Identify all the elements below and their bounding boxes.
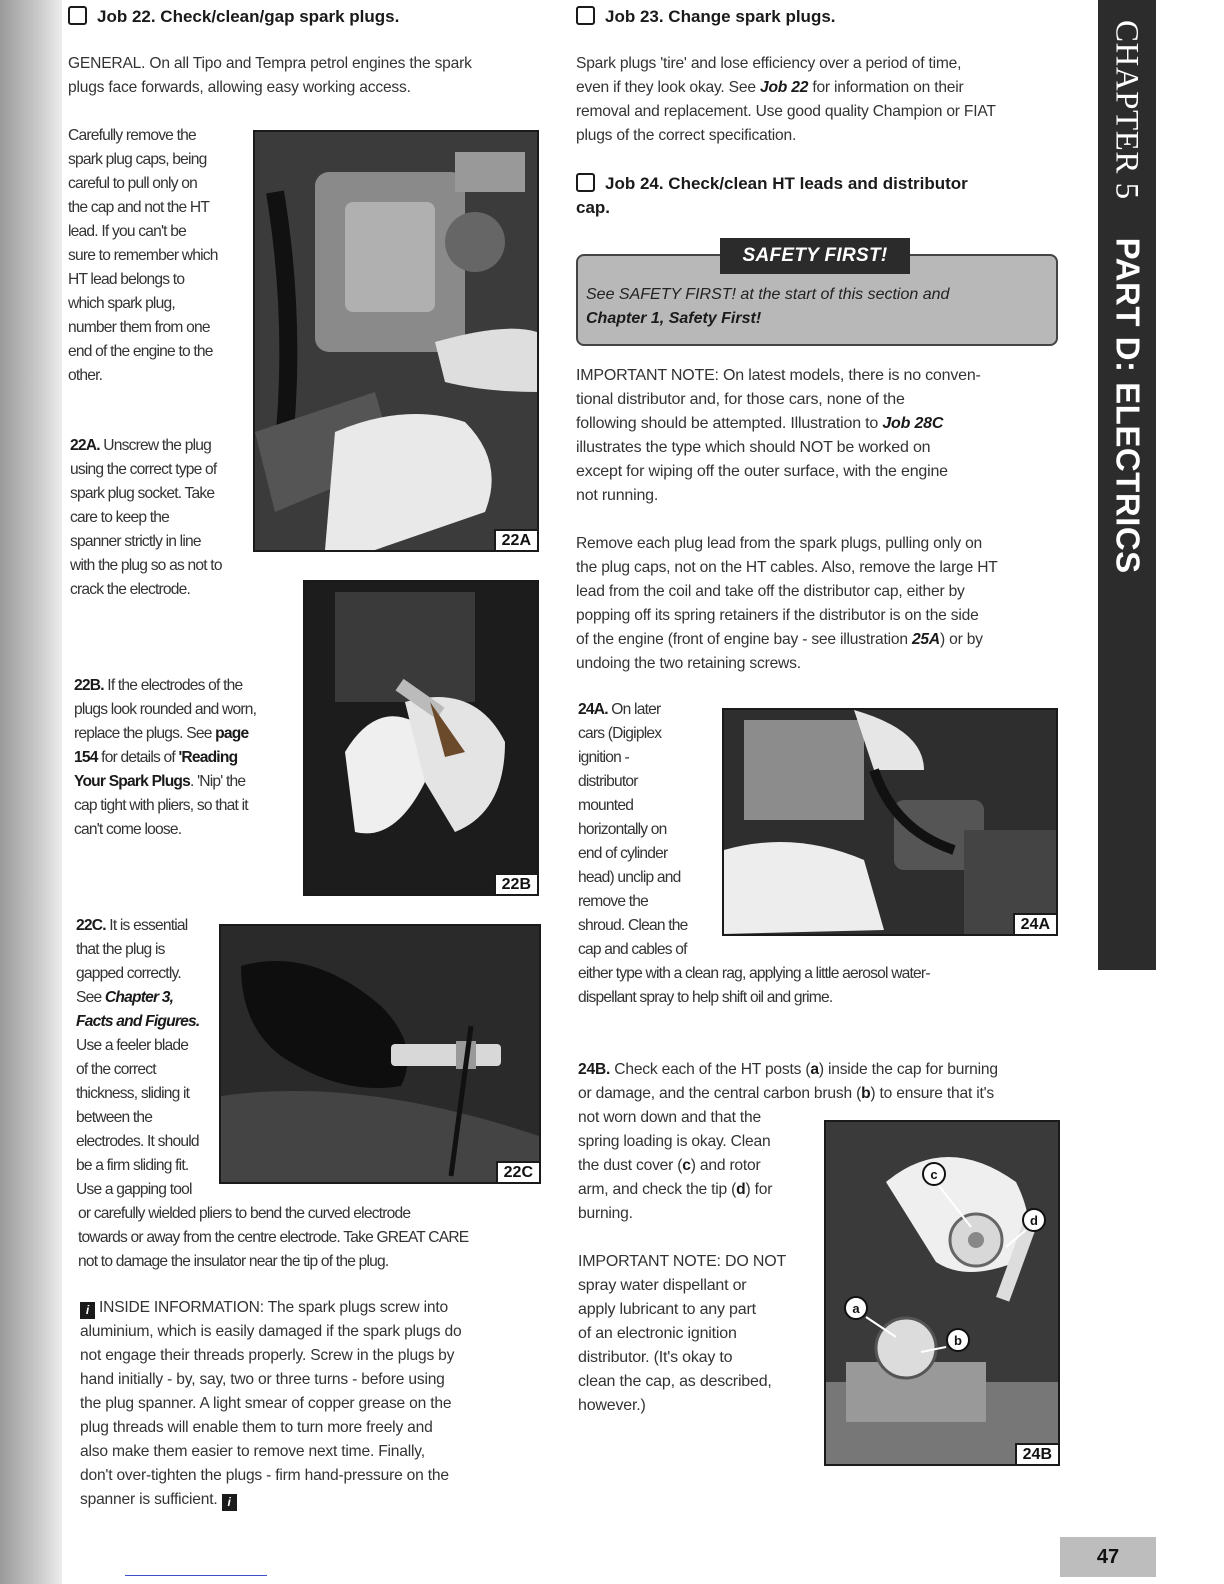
chapter-sidebar-text <box>1104 20 1151 574</box>
page-number: 47 <box>1060 1537 1156 1577</box>
text-line: arm, and check the tip (d) for <box>578 1181 773 1198</box>
job22a-text <box>70 434 270 602</box>
text-line: aluminium, which is easily damaged if the spark plugs do <box>80 1323 462 1340</box>
text-line: or damage, and the central carbon brush (b) to ensure that it's <box>578 1085 994 1102</box>
text-line: Use a gapping tool <box>76 1181 192 1198</box>
job23-heading: Job 23. Change spark plugs. <box>576 6 836 27</box>
text-line: spanner strictly in line <box>70 533 201 550</box>
checkbox-icon[interactable] <box>576 6 595 25</box>
inside-information <box>80 1296 550 1512</box>
job24-heading <box>576 172 1046 220</box>
text-line: cars (Digiplex <box>578 725 662 742</box>
checkbox-icon[interactable] <box>576 173 595 192</box>
text-line: ignition - <box>578 749 629 766</box>
text-line: towards or away from the centre electrode. Take GREAT CARE <box>78 1229 469 1246</box>
text-line: either type with a clean rag, applying a little aerosol water- <box>578 965 930 982</box>
text-line: 22A. Unscrew the plug <box>70 437 211 454</box>
text-line: not engage their threads properly. Screw in the plugs by <box>80 1347 455 1364</box>
text-line: clean the cap, as described, <box>578 1373 772 1390</box>
text-line: of the engine (front of engine bay - see illustration 25A) or by <box>576 631 983 648</box>
info-icon: i <box>80 1302 95 1319</box>
text-line: Carefully remove the <box>68 127 196 144</box>
job22b-text <box>74 674 302 842</box>
text-line: Facts and Figures. <box>76 1013 200 1030</box>
text-line: IMPORTANT NOTE: On latest models, there is no conven- <box>576 367 981 384</box>
page-gutter-shadow <box>0 0 62 1584</box>
checkbox-icon[interactable] <box>68 6 87 25</box>
photo-22a-label: 22A <box>494 529 537 550</box>
text-line: 154 for details of 'Reading <box>74 749 238 766</box>
text-line: burning. <box>578 1205 633 1222</box>
text-line: end of cylinder <box>578 845 668 862</box>
job22-heading: Job 22. Check/clean/gap spark plugs. <box>68 6 399 27</box>
text-line: Chapter 1, Safety First! <box>586 310 762 327</box>
photo-24b-label: 24B <box>1015 1443 1058 1464</box>
text-line: head) unclip and <box>578 869 681 886</box>
text-line: thickness, sliding it <box>76 1085 190 1102</box>
photo-22b-label: 22B <box>494 873 537 894</box>
text-line: the cap and not the HT <box>68 199 210 216</box>
photo-22c-label: 22C <box>496 1161 539 1182</box>
callout-a-label: a <box>852 1301 860 1316</box>
text-line: Remove each plug lead from the spark plugs, pulling only on <box>576 535 983 552</box>
chapter-label: CHAPTER 5 <box>1108 20 1145 200</box>
job24-remove-text <box>576 532 1076 676</box>
text-line: the dust cover (c) and rotor <box>578 1157 761 1174</box>
footer-rule <box>125 1575 267 1576</box>
text-line: GENERAL. On all Tipo and Tempra petrol engines the spark <box>68 55 472 72</box>
text-line: with the plug so as not to <box>70 557 222 574</box>
text-line: HT lead belongs to <box>68 271 185 288</box>
photo-22a <box>253 130 539 552</box>
text-line: crack the electrode. <box>70 581 191 598</box>
text-line: 24A. On later <box>578 701 661 718</box>
text-line: spray water dispellant or <box>578 1277 747 1294</box>
text-line: other. <box>68 367 103 384</box>
callout-b-label: b <box>954 1333 962 1348</box>
safety-first-title: SAFETY FIRST! <box>720 238 910 274</box>
callout-c-label: c <box>930 1167 938 1182</box>
heading-line: Job 24. Check/clean HT leads and distributor <box>576 172 1046 196</box>
text-line: spark plug caps, being <box>68 151 207 168</box>
text-line: Use a feeler blade <box>76 1037 189 1054</box>
job22c-text <box>76 914 221 1202</box>
text-line: spring loading is okay. Clean <box>578 1133 771 1150</box>
text-line: plugs face forwards, allowing easy working access. <box>68 79 411 96</box>
text-line: horizontally on <box>578 821 667 838</box>
text-line: See Chapter 3, <box>76 989 174 1006</box>
text-line: can't come loose. <box>74 821 182 838</box>
text-line: 22B. If the electrodes of the <box>74 677 243 694</box>
text-line: removal and replacement. Use good quality Champion or FIAT <box>576 103 996 120</box>
text-line: IMPORTANT NOTE: DO NOT <box>578 1253 787 1270</box>
text-line: sure to remember which <box>68 247 218 264</box>
text-line: tional distributor and, for those cars, none of the <box>576 391 905 408</box>
text-line: or carefully wielded pliers to bend the curved electrode <box>78 1205 411 1222</box>
text-line: following should be attempted. Illustration to Job 28C <box>576 415 944 432</box>
photo-22b-image <box>305 582 537 894</box>
text-line: plug threads will enable them to turn more freely and <box>80 1419 433 1436</box>
photo-24a-image <box>724 710 1056 934</box>
part-label: PART D: ELECTRICS <box>1109 237 1147 574</box>
text-line: dispellant spray to help shift oil and grime. <box>578 989 833 1006</box>
safety-first-text <box>586 283 1046 331</box>
text-line: which spark plug, <box>68 295 175 312</box>
text-line: using the correct type of <box>70 461 217 478</box>
text-line: not running. <box>576 487 659 504</box>
text-line: shroud. Clean the <box>578 917 688 934</box>
text-line: lead. If you can't be <box>68 223 186 240</box>
callout-d-label: d <box>1030 1213 1038 1228</box>
text-line: undoing the two retaining screws. <box>576 655 801 672</box>
text-line: lead from the coil and take off the distributor cap, either by <box>576 583 965 600</box>
text-line: plugs look rounded and worn, <box>74 701 257 718</box>
text-line: electrodes. It should <box>76 1133 199 1150</box>
text-line: cap and cables of <box>578 941 687 958</box>
text-line: distributor. (It's okay to <box>578 1349 733 1366</box>
job24a-text <box>578 698 723 962</box>
job22-general-text <box>68 52 538 100</box>
job22c-wide-text <box>78 1202 548 1274</box>
text-line: don't over-tighten the plugs - firm hand-pressure on the <box>80 1467 449 1484</box>
text-line: of an electronic ignition <box>578 1325 737 1342</box>
job23-text <box>576 52 1066 148</box>
text-line: except for wiping off the outer surface, with the engine <box>576 463 948 480</box>
text-line: care to keep the <box>70 509 170 526</box>
text-line: end of the engine to the <box>68 343 213 360</box>
job24b-important-note <box>578 1250 818 1418</box>
text-line: plugs of the correct specification. <box>576 127 797 144</box>
text-line: illustrates the type which should NOT be worked on <box>576 439 931 456</box>
text-line: not worn down and that the <box>578 1109 761 1126</box>
text-line: hand initially - by, say, two or three turns - before using <box>80 1371 445 1388</box>
text-line: not to damage the insulator near the tip of the plug. <box>78 1253 389 1270</box>
heading-line: cap. <box>576 198 611 217</box>
text-line: remove the <box>578 893 649 910</box>
text-line: 22C. It is essential <box>76 917 188 934</box>
text-line: gapped correctly. <box>76 965 181 982</box>
text-line: number them from one <box>68 319 210 336</box>
text-line: distributor <box>578 773 638 790</box>
job24-important-note <box>576 364 1066 508</box>
text-line: even if they look okay. See Job 22 for information on their <box>576 79 964 96</box>
text-line: spark plug socket. Take <box>70 485 215 502</box>
text-line: of the correct <box>76 1061 156 1078</box>
text-line: See SAFETY FIRST! at the start of this section and <box>586 286 950 303</box>
text-line: between the <box>76 1109 153 1126</box>
text-line: the plug caps, not on the HT cables. Also, remove the large HT <box>576 559 998 576</box>
text-line: apply lubricant to any part <box>578 1301 756 1318</box>
text-line: popping off its spring retainers if the distributor is on the side <box>576 607 979 624</box>
photo-22b <box>303 580 539 896</box>
text-line: 24B. Check each of the HT posts (a) inside the cap for burning <box>578 1061 998 1078</box>
text-line: spanner is sufficient. i <box>80 1488 550 1512</box>
info-icon: i <box>222 1494 237 1511</box>
photo-24a <box>722 708 1058 936</box>
photo-24b <box>824 1120 1060 1466</box>
text-line: replace the plugs. See page <box>74 725 249 742</box>
text-line: careful to pull only on <box>68 175 197 192</box>
text-line: Your Spark Plugs. 'Nip' the <box>74 773 246 790</box>
text-line: be a firm sliding fit. <box>76 1157 189 1174</box>
text-line: however.) <box>578 1397 646 1414</box>
photo-22c-image <box>221 926 539 1182</box>
text-line: Spark plugs 'tire' and lose efficiency over a period of time, <box>576 55 962 72</box>
text-line: i INSIDE INFORMATION: The spark plugs screw into <box>80 1296 550 1320</box>
job22-intro-text <box>68 124 253 388</box>
job24a-wide-text <box>578 962 1068 1010</box>
text-line: also make them easier to remove next time. Finally, <box>80 1443 425 1460</box>
photo-24a-label: 24A <box>1013 913 1056 934</box>
photo-22c <box>219 924 541 1184</box>
photo-22a-image <box>255 132 537 550</box>
text-line: mounted <box>578 797 634 814</box>
photo-24b-image <box>826 1122 1058 1464</box>
text-line: cap tight with pliers, so that it <box>74 797 248 814</box>
text-line: that the plug is <box>76 941 165 958</box>
text-line: the plug spanner. A light smear of copper grease on the <box>80 1395 452 1412</box>
